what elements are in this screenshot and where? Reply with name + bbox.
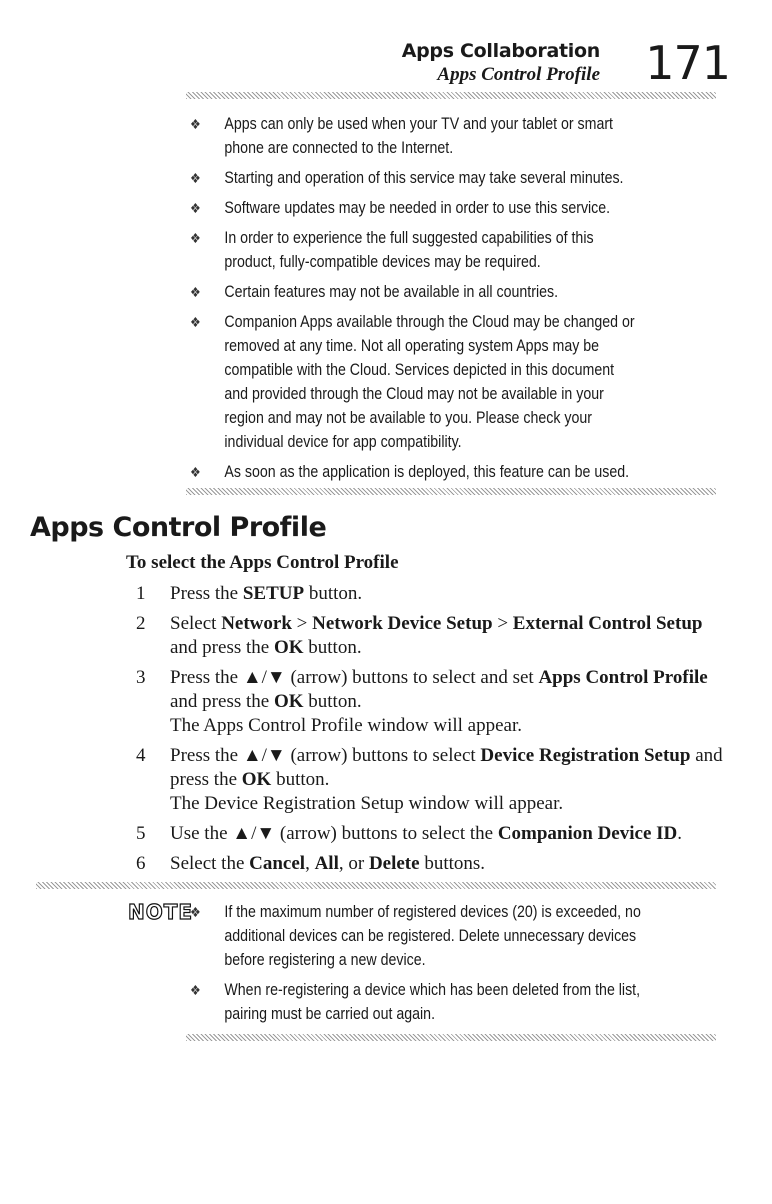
procedure-steps (126, 582, 726, 882)
list-item-text: When re-registering a device which has been deleted from the list, pairing must be carried out again. (224, 981, 641, 1023)
conditions-list (190, 112, 642, 490)
step-text: Press the SETUP button. (170, 583, 363, 604)
list-item (190, 166, 642, 190)
button-name: OK (241, 769, 272, 790)
step-number: 2 (136, 613, 146, 634)
section-running-title: Apps Control Profile (437, 64, 600, 85)
step-result: The Apps Control Profile window will appear. (170, 715, 522, 736)
list-item (190, 226, 642, 274)
header-divider (186, 92, 716, 99)
diamond-bullet-icon: ❖ (190, 230, 201, 246)
diamond-bullet-icon: ❖ (190, 314, 201, 330)
step (126, 744, 726, 816)
list-item-text: Starting and operation of this service may take several minutes. (224, 169, 624, 187)
step-number: 3 (136, 667, 146, 688)
button-name: Cancel (249, 853, 306, 874)
step-text: Press the ▲/▼ (arrow) buttons to select and set Apps Control Profile and press the OK button. (170, 667, 708, 712)
menu-name: Network Device Setup (312, 613, 493, 634)
menu-name: Apps Control Profile (538, 667, 708, 688)
menu-name: Device Registration Setup (480, 745, 691, 766)
button-name: OK (273, 691, 304, 712)
step-text: Select the Cancel, All, or Delete buttons. (170, 853, 486, 874)
step-text: Press the ▲/▼ (arrow) buttons to select Device Registration Setup and press the OK button. (170, 745, 723, 790)
diamond-bullet-icon: ❖ (190, 200, 201, 216)
step (126, 852, 726, 876)
list-item (190, 280, 642, 304)
list-item (190, 900, 642, 972)
note-list (190, 900, 642, 1032)
list-item (190, 112, 642, 160)
diamond-bullet-icon: ❖ (190, 904, 201, 920)
page-number: 171 (645, 36, 730, 90)
note-bottom-divider (186, 1034, 716, 1041)
step (126, 582, 726, 606)
button-name: OK (273, 637, 304, 658)
step (126, 612, 726, 660)
step-number: 6 (136, 853, 146, 874)
diamond-bullet-icon: ❖ (190, 284, 201, 300)
menu-name: Companion Device ID (497, 823, 678, 844)
list-item-text: Certain features may not be available in all countries. (224, 283, 559, 301)
list-item-text: Companion Apps available through the Cloud may be changed or removed at any time. Not all operating system Apps may be compatible with the Cloud. Services depicted in this document and provided through the Cloud may not be available in your region and may not be available to you. Please check your individual device for app compatibility. (224, 313, 635, 451)
button-name: All (314, 853, 339, 874)
step (126, 666, 726, 738)
procedure-title: To select the Apps Control Profile (126, 552, 399, 573)
step-text: Select Network > Network Device Setup > External Control Setup and press the OK button. (170, 613, 703, 658)
menu-name: Network (221, 613, 292, 634)
section-title: Apps Control Profile (30, 512, 327, 543)
chapter-title: Apps Collaboration (401, 40, 600, 62)
button-name: Delete (368, 853, 420, 874)
step (126, 822, 726, 846)
step-result: The Device Registration Setup window will appear. (170, 793, 564, 814)
list-item (190, 978, 642, 1026)
list-item (190, 196, 642, 220)
list-item-text: In order to experience the full suggested capabilities of this product, fully-compatible devices may be required. (224, 229, 594, 271)
list-item-text: Software updates may be needed in order to use this service. (224, 199, 611, 217)
step-number: 4 (136, 745, 146, 766)
list-item-text: Apps can only be used when your TV and your tablet or smart phone are connected to the Internet. (224, 115, 614, 157)
diamond-bullet-icon: ❖ (190, 116, 201, 132)
step-text: Use the ▲/▼ (arrow) buttons to select the Companion Device ID. (170, 823, 683, 844)
list-item-text: If the maximum number of registered devices (20) is exceeded, no additional devices can be registered. Delete unnecessary devices before registering a new device. (224, 903, 641, 969)
step-number: 1 (136, 583, 146, 604)
diamond-bullet-icon: ❖ (190, 170, 201, 186)
list-item-text: As soon as the application is deployed, this feature can be used. (224, 463, 630, 481)
diamond-bullet-icon: ❖ (190, 982, 201, 998)
conditions-divider (186, 488, 716, 495)
list-item (190, 460, 642, 484)
list-item (190, 310, 642, 454)
note-top-divider (36, 882, 716, 889)
diamond-bullet-icon: ❖ (190, 464, 201, 480)
button-name: SETUP (242, 583, 305, 604)
step-number: 5 (136, 823, 146, 844)
note-label: NOTE (128, 900, 194, 924)
menu-name: External Control Setup (512, 613, 703, 634)
